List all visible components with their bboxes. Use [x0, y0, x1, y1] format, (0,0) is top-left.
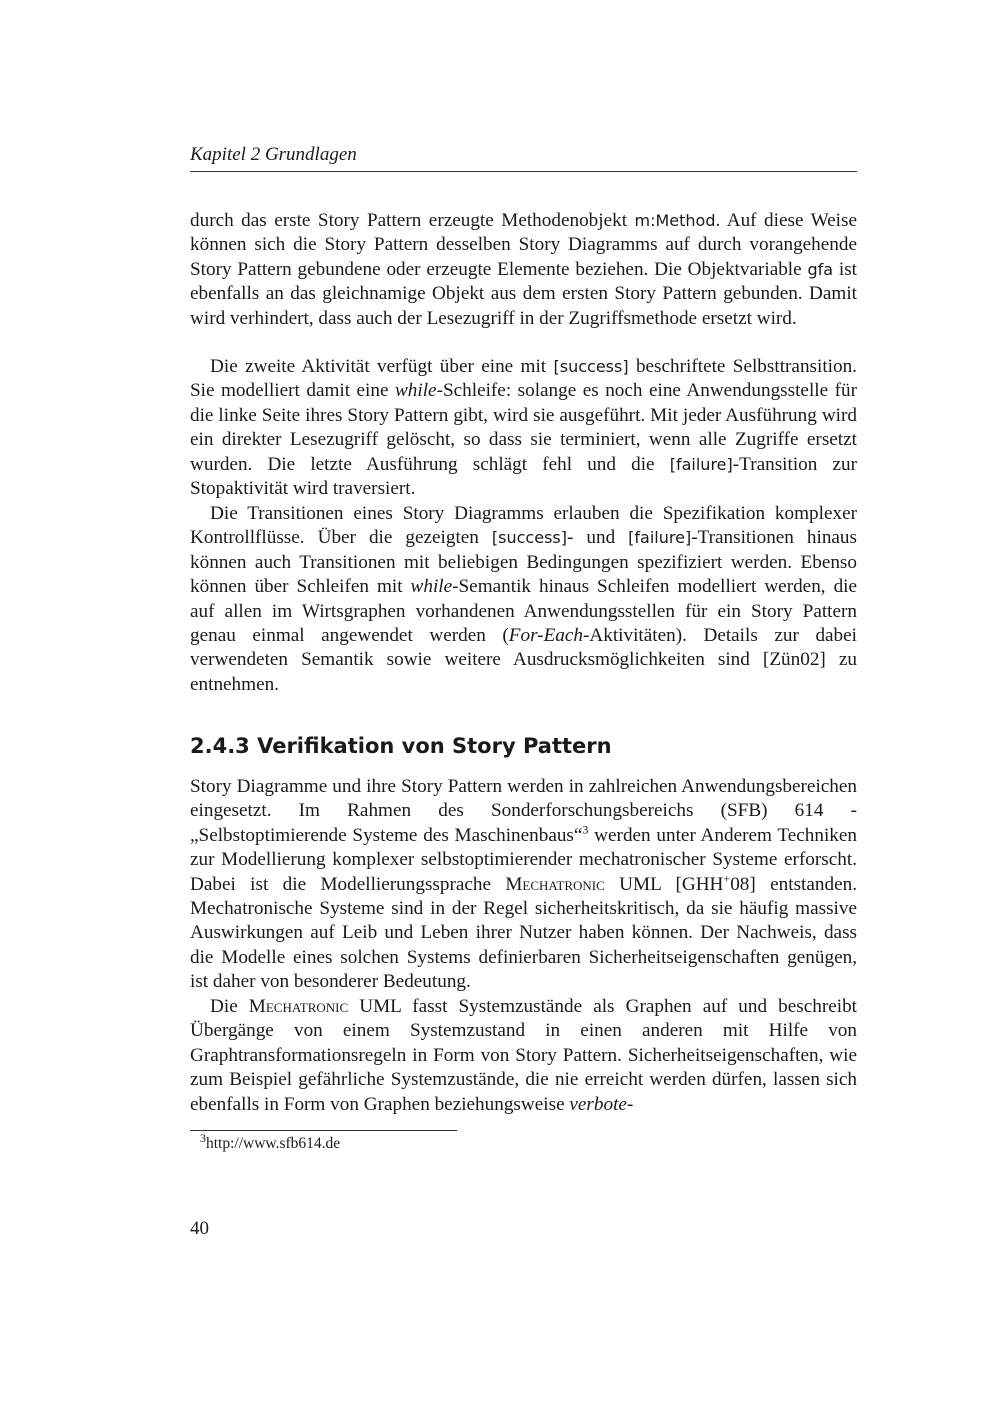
text: UML [GHH: [604, 873, 724, 895]
section-heading: 2.4.3 Verifikation von Story Pattern: [190, 734, 612, 758]
small-caps-term: Mechatronic: [248, 996, 349, 1017]
footnote-mark: 3: [582, 822, 589, 837]
text: -Aktivitäten). Details zur dabei verwendeten Semantik sowie weitere Ausdrucksmöglichkeiten sind [Zün02] zu entnehmen.: [190, 625, 857, 695]
emphasis: For-Each: [508, 625, 583, 647]
text: -Semantik hinaus Schleifen modelliert werden, die auf allen im Wirtsgraphen vorhandenen Anwendungsstellen für ein Story Pattern genau einmal angewendet werden (: [190, 576, 858, 647]
code-term: [failure]: [669, 454, 733, 474]
code-term: [success]: [553, 357, 629, 376]
footnote: [200, 1130, 341, 1154]
emphasis: while: [394, 380, 437, 402]
code-term: m:Method: [634, 211, 716, 230]
superscript: +: [723, 871, 731, 886]
code-term: [success]: [491, 528, 567, 548]
page-number: 40: [190, 1218, 209, 1239]
text: ist ebenfalls an das gleichnamige Objekt aus dem ersten Story Pattern gebunden. Damit wird verhindert, dass auch der Lesezugriff in der Zugriffsmethode ersetzt wird.: [190, 258, 857, 329]
text: werden unter Anderem Techniken zur Modellierung komplexer selbstoptimierender mechatronischer Systeme erforscht. Dabei ist die Modellierungssprache: [190, 824, 857, 895]
footnote-rule: [190, 1130, 457, 1131]
text: -Transitionen hinaus können auch Transitionen mit beliebigen Bedingungen spezifiziert werden. Ebenso können über Schleifen mit: [190, 527, 857, 598]
running-header: Kapitel 2 Grundlagen: [190, 144, 357, 165]
page: [190, 0, 857, 1414]
text: -Schleife: solange es noch eine Anwendungsstelle für die linke Seite ihres Story Pattern gibt, wird sie ausgeführt. Mit jeder Ausführung wird ein direkter Lesezugriff gelöscht, so dass sie terminiert, wenn alle Zugriffe ersetzt wurden. Die letzte Ausführung schlägt fehl und die: [190, 380, 857, 475]
text: Die: [210, 996, 249, 1017]
paragraph-3: [190, 502, 857, 697]
text: Die zweite Aktivität verfügt über eine mit: [210, 356, 554, 377]
paragraph-2: [190, 355, 857, 501]
emphasis: verbote-: [569, 1093, 634, 1115]
text: UML fasst Systemzustände als Graphen auf und beschreibt Übergänge von einem Systemzustand in einen anderen mit Hilfe von Graphtransformationsregeln in Form von Story Pattern. Sicherheitseigenschaften, wie zum Beispiel gefährliche Systemzustände, die nie erreicht werden dürfen, lassen sich ebenfalls in Form von Graphen beziehungsweise: [190, 996, 857, 1115]
small-caps-term: Mechatronic: [505, 873, 605, 895]
footnote-number: 3: [200, 1130, 206, 1145]
text: beschriftete Selbsttransition. Sie modelliert damit eine: [190, 356, 857, 402]
code-term: gfa: [807, 259, 834, 279]
text: -Transition zur Stopaktivität wird traversiert.: [190, 453, 857, 500]
header-rule: [190, 171, 857, 172]
paragraph-5: [190, 995, 857, 1117]
footnote-url: http://www.sfb614.de: [206, 1135, 341, 1152]
text: . Auf diese Weise können sich die Story Pattern desselben Story Diagramms auf durch vorangehende Story Pattern gebundene oder erzeugte Elemente beziehen. Die Objektvariable: [190, 210, 857, 280]
text: 08] entstanden. Mechatronische Systeme sind in der Regel sicherheitskritisch, da sie häufig massive Auswirkungen auf Leib und Leben ihrer Nutzer haben können. Der Nachweis, dass die Modelle eines solchen Systems definierbaren Sicherheitseigenschaften genügen, ist daher von besonderer Bedeutung.: [190, 873, 858, 993]
text: Story Diagramme und ihre Story Pattern werden in zahlreichen Anwendungsbereichen eingesetzt. Im Rahmen des Sonderforschungsbereichs (SFB) 614 - „Selbstoptimierende Systeme des Maschinenbaus“: [190, 776, 857, 846]
text: - und: [566, 527, 629, 549]
emphasis: while: [410, 576, 453, 598]
code-term: [failure]: [628, 528, 692, 548]
text: durch das erste Story Pattern erzeugte Methodenobjekt: [190, 210, 635, 231]
paragraph-4: [190, 775, 857, 995]
paragraph-1: [190, 209, 857, 331]
text: Die Transitionen eines Story Diagramms erlauben die Spezifikation komplexer Kontrollflüsse. Über die gezeigten: [190, 503, 857, 549]
